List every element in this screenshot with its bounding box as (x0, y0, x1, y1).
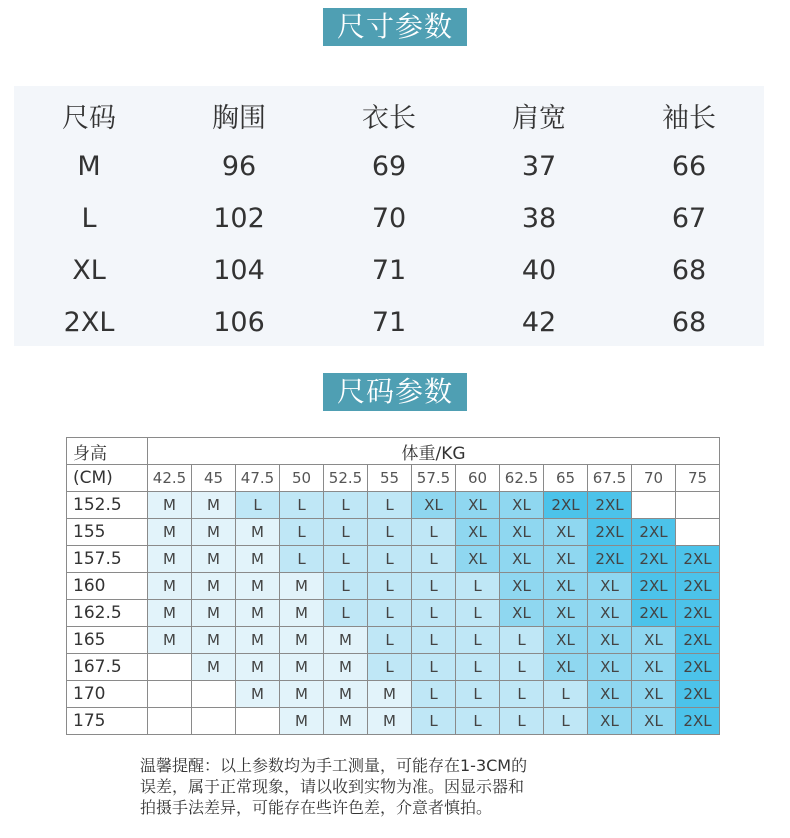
fit-chart (66, 437, 720, 735)
size-cell: L (500, 708, 544, 735)
weight-column-header: 60 (456, 465, 500, 492)
size-cell: L (280, 519, 324, 546)
cell-length: 70 (371, 202, 407, 234)
size-cell: M (192, 492, 236, 519)
size-cell: L (456, 654, 500, 681)
weight-column-header: 47.5 (236, 465, 280, 492)
size-cell: 2XL (676, 546, 720, 573)
size-cell: M (236, 546, 280, 573)
size-cell: L (412, 573, 456, 600)
weight-label: 体重/KG (148, 438, 720, 465)
size-cell: 2XL (632, 600, 676, 627)
table-row (14, 296, 764, 348)
cell-size: M (77, 150, 101, 182)
size-cell: XL (544, 573, 588, 600)
size-cell: L (456, 600, 500, 627)
size-cell: 2XL (588, 519, 632, 546)
size-cell: L (368, 519, 412, 546)
cell-size: 2XL (63, 306, 115, 338)
size-cell: 2XL (676, 573, 720, 600)
size-cell: L (324, 519, 368, 546)
size-cell: M (280, 708, 324, 735)
size-cell: L (412, 627, 456, 654)
cell-length: 71 (371, 254, 407, 286)
size-cell: L (368, 654, 412, 681)
height-value: 155 (67, 519, 148, 546)
size-cell: M (148, 492, 192, 519)
weight-column-header: 52.5 (324, 465, 368, 492)
size-cell: L (456, 573, 500, 600)
size-cell: L (456, 681, 500, 708)
size-cell: M (324, 708, 368, 735)
weight-column-header: 57.5 (412, 465, 456, 492)
height-weight-size-table (66, 437, 720, 735)
size-cell: L (236, 492, 280, 519)
size-cell: L (280, 546, 324, 573)
weight-column-header: 67.5 (588, 465, 632, 492)
size-cell: L (500, 654, 544, 681)
size-cell: M (192, 600, 236, 627)
size-cell: XL (544, 546, 588, 573)
size-cell: XL (456, 546, 500, 573)
height-value: 170 (67, 681, 148, 708)
size-cell: XL (456, 492, 500, 519)
size-cell: XL (588, 681, 632, 708)
table-row (67, 492, 720, 519)
height-value: 160 (67, 573, 148, 600)
header-length: 衣长 (362, 102, 416, 134)
cell-shoulder: 37 (521, 150, 557, 182)
weight-column-header: 55 (368, 465, 412, 492)
cell-shoulder: 38 (521, 202, 557, 234)
size-cell: 2XL (676, 681, 720, 708)
size-cell (632, 492, 676, 519)
size-cell: L (544, 708, 588, 735)
size-cell: L (280, 492, 324, 519)
fit-header-row-1 (67, 438, 720, 465)
cell-chest: 104 (213, 254, 265, 286)
size-cell (676, 492, 720, 519)
size-cell: M (192, 654, 236, 681)
weight-column-header: 45 (192, 465, 236, 492)
cell-sleeve: 66 (671, 150, 707, 182)
cell-size: XL (72, 254, 106, 286)
size-cell: M (368, 708, 412, 735)
table-row (67, 573, 720, 600)
size-cell: L (324, 573, 368, 600)
height-value: 152.5 (67, 492, 148, 519)
size-cell: M (236, 573, 280, 600)
size-cell: M (148, 546, 192, 573)
size-cell: L (500, 627, 544, 654)
size-cell: M (192, 519, 236, 546)
size-cell: M (236, 681, 280, 708)
size-cell: M (280, 573, 324, 600)
height-value: 175 (67, 708, 148, 735)
size-cell: M (236, 654, 280, 681)
table-row (14, 192, 764, 244)
size-cell: M (148, 519, 192, 546)
size-cell: M (236, 627, 280, 654)
size-cell: L (412, 519, 456, 546)
table-row (14, 244, 764, 296)
size-cell: L (324, 492, 368, 519)
size-cell: M (368, 681, 412, 708)
cell-chest: 102 (213, 202, 265, 234)
height-value: 167.5 (67, 654, 148, 681)
size-cell: XL (500, 600, 544, 627)
weight-column-header: 75 (676, 465, 720, 492)
size-cell: L (368, 492, 412, 519)
size-cell: 2XL (588, 492, 632, 519)
cell-shoulder: 42 (521, 306, 557, 338)
size-cell: XL (544, 654, 588, 681)
garment-size-panel (14, 86, 764, 346)
section-title-size-chart: 尺码参数 (323, 373, 467, 411)
header-shoulder: 肩宽 (512, 102, 566, 134)
measurement-note (140, 755, 640, 818)
size-cell: XL (588, 600, 632, 627)
size-cell: L (368, 546, 412, 573)
size-cell: XL (544, 519, 588, 546)
weight-column-header: 62.5 (500, 465, 544, 492)
size-cell: XL (632, 708, 676, 735)
size-cell: 2XL (676, 600, 720, 627)
size-cell (236, 708, 280, 735)
size-cell: 2XL (676, 627, 720, 654)
size-cell: M (148, 573, 192, 600)
size-cell: XL (500, 519, 544, 546)
size-cell: M (236, 519, 280, 546)
size-cell: M (192, 627, 236, 654)
table-row (67, 654, 720, 681)
height-value: 162.5 (67, 600, 148, 627)
height-label: 身高 (67, 438, 148, 465)
size-cell: L (412, 546, 456, 573)
cell-sleeve: 68 (671, 254, 707, 286)
size-cell: 2XL (632, 546, 676, 573)
note-line: 误差，属于正常现象，请以收到实物为准。因显示器和 (140, 777, 525, 796)
size-cell (192, 708, 236, 735)
weight-column-header: 70 (632, 465, 676, 492)
size-cell: XL (588, 627, 632, 654)
height-value: 165 (67, 627, 148, 654)
table-row (67, 681, 720, 708)
cell-length: 69 (371, 150, 407, 182)
table-row (67, 546, 720, 573)
size-cell: XL (500, 492, 544, 519)
size-cell: 2XL (632, 519, 676, 546)
cell-length: 71 (371, 306, 407, 338)
table-row (67, 627, 720, 654)
size-cell: L (412, 654, 456, 681)
weight-column-header: 65 (544, 465, 588, 492)
size-cell: XL (500, 546, 544, 573)
size-cell (676, 519, 720, 546)
cell-sleeve: 67 (671, 202, 707, 234)
fit-header-row-2 (67, 465, 720, 492)
table-header-row (14, 86, 764, 140)
size-cell (148, 681, 192, 708)
size-cell: M (280, 600, 324, 627)
size-cell: L (324, 546, 368, 573)
size-cell: M (148, 627, 192, 654)
weight-column-header: 42.5 (148, 465, 192, 492)
size-cell: 2XL (676, 708, 720, 735)
size-cell: M (192, 546, 236, 573)
size-cell: L (456, 708, 500, 735)
size-cell: M (236, 600, 280, 627)
table-row (67, 708, 720, 735)
size-cell: M (280, 654, 324, 681)
size-cell: XL (544, 600, 588, 627)
size-cell: 2XL (676, 654, 720, 681)
note-line: 温馨提醒：以上参数均为手工测量，可能存在1-3CM的 (140, 756, 528, 775)
size-cell: XL (632, 681, 676, 708)
size-cell: XL (456, 519, 500, 546)
size-cell: XL (588, 708, 632, 735)
note-line: 拍摄手法差异，可能存在些许色差，介意者慎拍。 (140, 798, 493, 817)
height-unit-label: (CM) (67, 465, 148, 492)
cell-sleeve: 68 (671, 306, 707, 338)
size-cell: M (280, 681, 324, 708)
size-cell: L (368, 627, 412, 654)
size-cell: L (412, 681, 456, 708)
header-sleeve: 袖长 (662, 102, 716, 134)
table-row (67, 600, 720, 627)
size-cell: XL (544, 627, 588, 654)
section-title-size-params: 尺寸参数 (323, 8, 467, 46)
size-cell: L (368, 573, 412, 600)
size-cell: L (456, 627, 500, 654)
size-cell: XL (588, 654, 632, 681)
size-cell (148, 654, 192, 681)
size-cell: M (148, 600, 192, 627)
size-cell: M (280, 627, 324, 654)
table-row (67, 519, 720, 546)
size-cell: M (324, 654, 368, 681)
cell-chest: 106 (213, 306, 265, 338)
cell-shoulder: 40 (521, 254, 557, 286)
size-cell: L (544, 681, 588, 708)
size-cell (148, 708, 192, 735)
size-cell: L (412, 708, 456, 735)
garment-size-table (14, 86, 764, 348)
size-cell: 2XL (544, 492, 588, 519)
cell-chest: 96 (221, 150, 257, 182)
size-cell: XL (632, 627, 676, 654)
size-cell: L (412, 600, 456, 627)
size-cell: L (368, 600, 412, 627)
weight-column-header: 50 (280, 465, 324, 492)
size-cell: L (324, 600, 368, 627)
size-cell: XL (632, 654, 676, 681)
cell-size: L (81, 202, 97, 234)
size-cell: M (192, 573, 236, 600)
size-cell: M (324, 681, 368, 708)
size-cell (192, 681, 236, 708)
table-row (14, 140, 764, 192)
size-cell: M (324, 627, 368, 654)
size-cell: L (500, 681, 544, 708)
header-chest: 胸围 (212, 102, 266, 134)
size-cell: 2XL (632, 573, 676, 600)
size-cell: 2XL (588, 546, 632, 573)
size-cell: XL (412, 492, 456, 519)
height-value: 157.5 (67, 546, 148, 573)
size-cell: XL (500, 573, 544, 600)
size-cell: XL (588, 573, 632, 600)
header-size: 尺码 (62, 102, 116, 134)
